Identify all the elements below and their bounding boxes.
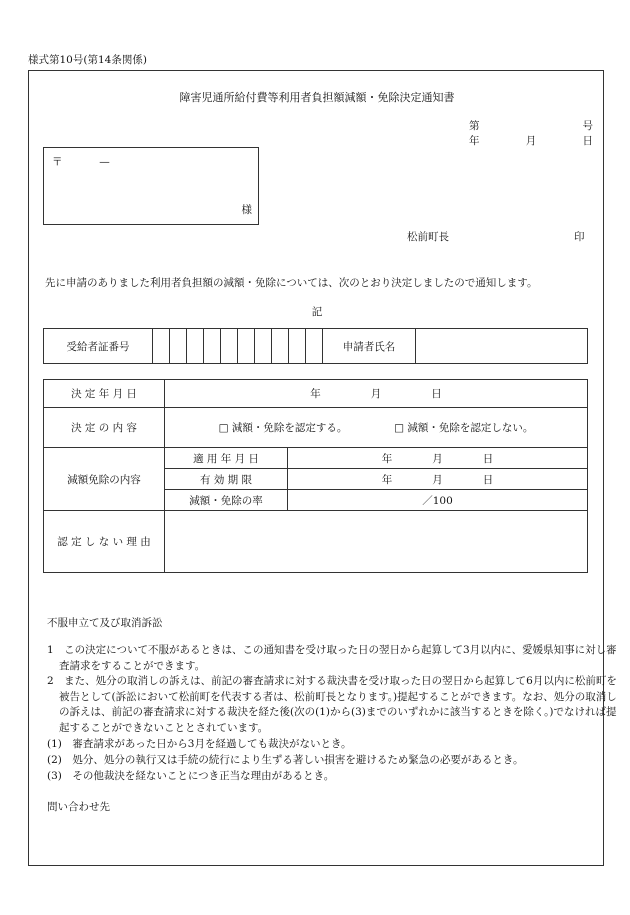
decision-table [43,379,588,573]
deny-option-label: 減額・免除を認定しない。 [407,422,534,434]
apply-date-value: 年 月 日 [288,448,588,469]
form-reference: 様式第10号(第14条関係) [28,54,147,66]
digit-cell [255,329,272,364]
digit-cell [170,329,187,364]
recipient-table [43,328,588,364]
reduction-content-label: 減額免除の内容 [44,448,165,511]
objection-title: 不服申立て及び取消訴訟 [47,617,163,629]
issue-date-line [469,133,593,148]
objection-item-1: (1) 審査請求があった日から3月を経過しても裁決がないとき。 [47,738,352,750]
recipient-number-label: 受給者証番号 [44,329,153,364]
ki-heading: 記 [311,306,323,318]
honorific-sama: 様 [241,204,252,216]
valid-period-value: 年 月 日 [288,469,588,490]
issue-day: 日 [582,135,593,147]
issuer-mayor: 松前町長 [407,231,449,243]
digit-cell [221,329,238,364]
intro-text: 先に申請のありました利用者負担額の減額・免除については、次のとおり決定しましたので通知します。 [45,277,538,289]
digit-cell [153,329,170,364]
decision-date-value: 年 月 日 [165,380,588,408]
objection-para-2: 2 また、処分の取消しの訴えは、前記の審査請求に対する裁決書を受け取った日の翌日から起算して6月以内に松前町を被告として(訴訟において松前町を代表する者は、松前町長となります。)提起することができます。なお、処分の取消しの訴えは、前記の審査請求に対する裁決を経た後(次の(1)から(3)までのいずれかに該当するときを除く。)でなければ提起することができないこととされています。 [47,675,617,734]
approve-option-label: 減額・免除を認定する。 [231,422,348,434]
seal-mark: 印 [574,231,585,243]
contact-heading: 問い合わせ先 [47,801,110,813]
number-prefix: 第 [469,120,480,132]
objection-item-2: (2) 処分、処分の執行又は手続の続行により生ずる著しい損害を避けるため緊急の必要があるとき。 [47,754,524,766]
deny-checkbox[interactable]: □ [394,422,405,434]
decision-content-label: 決 定 の 内 容 [44,408,165,448]
rate-label: 減額・免除の率 [165,490,288,511]
digit-cell [272,329,289,364]
issue-month: 月 [525,135,537,147]
number-suffix: 号 [582,120,593,132]
valid-period-label: 有 効 期 限 [165,469,288,490]
digit-cell [238,329,255,364]
address-box [43,147,259,225]
applicant-name-label: 申請者氏名 [323,329,416,364]
document-title: 障害児通所給付費等利用者負担額減額・免除決定通知書 [179,91,455,104]
objection-para-1: 1 この決定について不服があるときは、この通知書を受け取った日の翌日から起算して3月以内に、愛媛県知事に対し審査請求をすることができます。 [47,644,617,672]
rate-value: ／100 [288,490,588,511]
digit-cell [204,329,221,364]
approve-checkbox[interactable]: □ [218,422,229,434]
issue-year: 年 [469,135,480,147]
digit-cell [187,329,204,364]
objection-item-3: (3) その他裁決を経ないことにつき正当な理由があるとき。 [47,770,335,782]
document-number-line [469,118,593,133]
document-frame [28,70,617,866]
applicant-name-value [416,329,588,364]
reason-value [165,511,588,573]
decision-content-options [165,408,588,448]
reason-label: 認 定 し な い 理 由 [44,511,165,573]
digit-cell [289,329,306,364]
decision-date-label: 決 定 年 月 日 [44,380,165,408]
postal-dash: — [99,156,110,168]
digit-cell [306,329,323,364]
postal-mark: 〒 [52,156,63,168]
postal-line [52,154,110,169]
apply-date-label: 適 用 年 月 日 [165,448,288,469]
